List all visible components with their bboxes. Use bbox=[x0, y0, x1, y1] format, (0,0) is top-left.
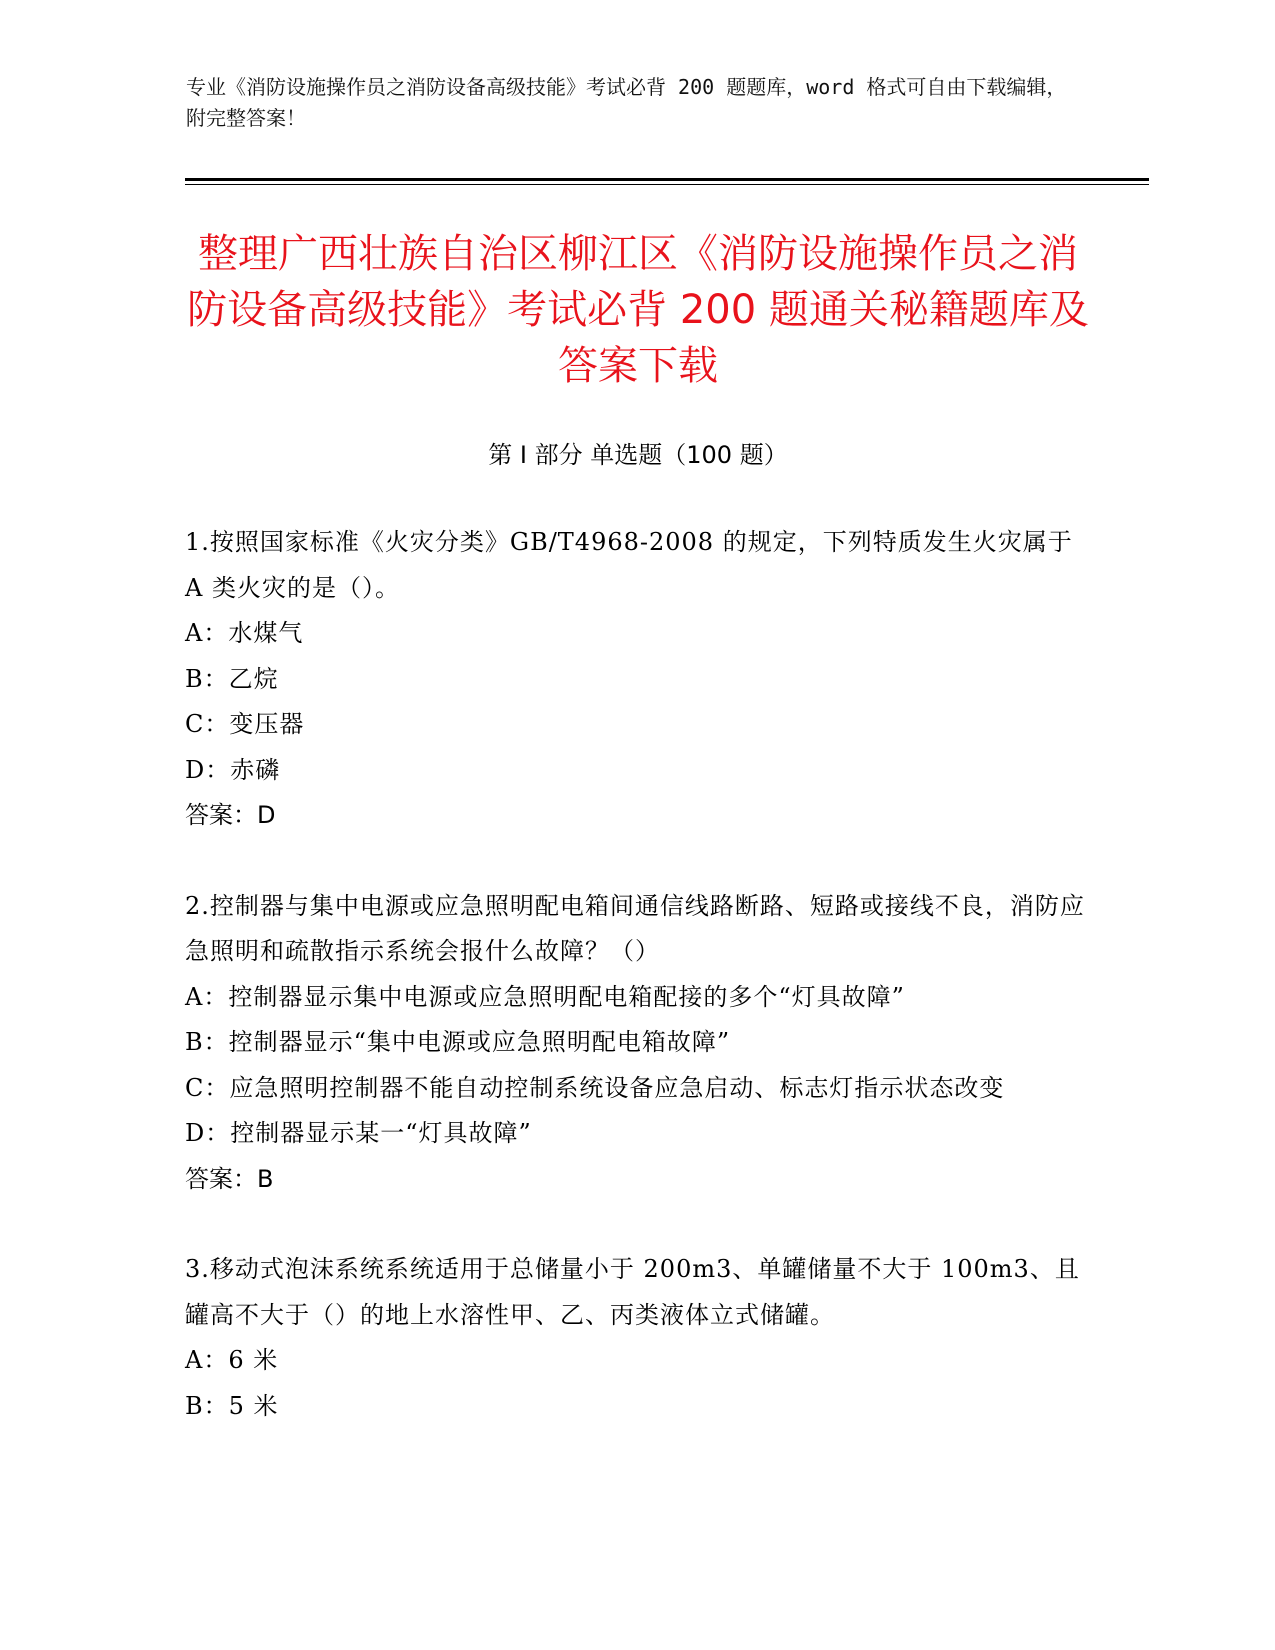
section-title: 第 I 部分 单选题（100 题） bbox=[488, 441, 788, 469]
option-d: D：控制器显示某一“灯具故障” bbox=[185, 1119, 532, 1147]
option-a: A：控制器显示集中电源或应急照明配电箱配接的多个“灯具故障” bbox=[185, 982, 905, 1011]
question-list bbox=[185, 520, 1085, 1474]
option-d: D：赤磷 bbox=[185, 755, 281, 784]
header-rule-thick bbox=[185, 178, 1149, 181]
header-note: 专业《消防设施操作员之消防设备高级技能》考试必背 200 题题库，word 格式可自由下载编辑，附完整答案！ bbox=[186, 75, 1067, 130]
question-text: 3.移动式泡沫系统系统适用于总储量小于 200m3、单罐储量不大于 100m3、且罐高不大于（）的地上水溶性甲、乙、丙类液体立式储罐。 bbox=[185, 1255, 1080, 1329]
question-1 bbox=[185, 520, 1085, 839]
answer-line: 答案：D bbox=[185, 801, 276, 829]
answer-line: 答案：B bbox=[185, 1164, 274, 1193]
option-b: B：5 米 bbox=[185, 1391, 279, 1420]
option-a: A：6 米 bbox=[185, 1346, 279, 1374]
question-2 bbox=[185, 884, 1085, 1203]
option-b: B：控制器显示“集中电源或应急照明配电箱故障” bbox=[185, 1028, 731, 1056]
option-c: C：变压器 bbox=[185, 710, 305, 738]
document-title: 整理广西壮族自治区柳江区《消防设施操作员之消防设备高级技能》考试必背 200 题通关秘籍题库及答案下载 bbox=[187, 231, 1089, 389]
option-c: C：应急照明控制器不能自动控制系统设备应急启动、标志灯指示状态改变 bbox=[185, 1073, 1005, 1102]
question-3 bbox=[185, 1247, 1085, 1429]
question-text: 1.按照国家标准《火灾分类》GB/T4968-2008 的规定，下列特质发生火灾属于 A 类火灾的是（）。 bbox=[185, 528, 1073, 602]
option-a: A：水煤气 bbox=[185, 619, 304, 647]
question-text: 2.控制器与集中电源或应急照明配电箱间通信线路断路、短路或接线不良，消防应急照明和疏散指示系统会报什么故障？（） bbox=[185, 891, 1085, 965]
option-b: B：乙烷 bbox=[185, 664, 279, 693]
header-rule-thin bbox=[185, 184, 1149, 185]
